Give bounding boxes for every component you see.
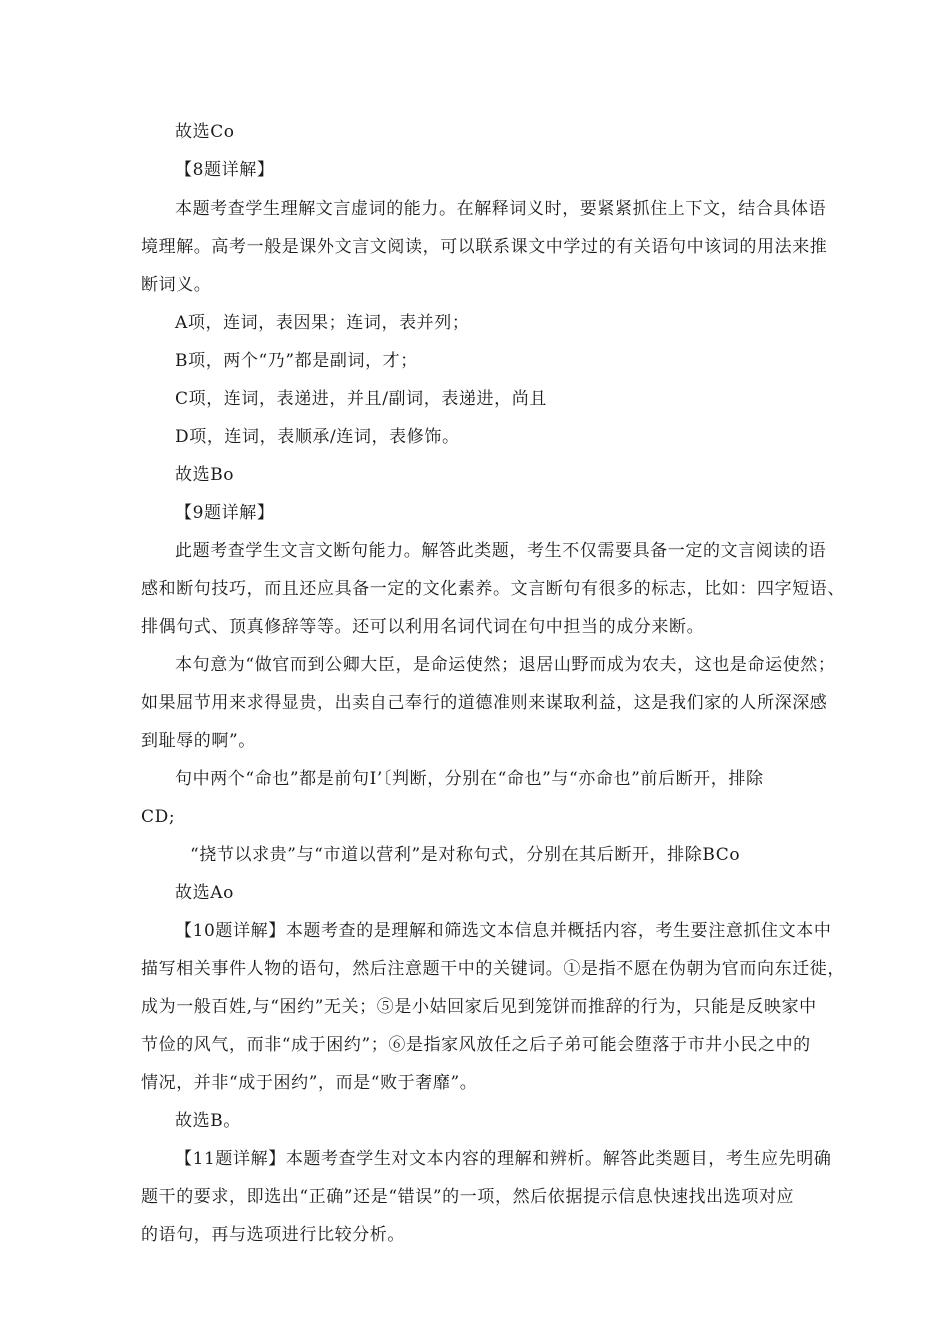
paragraph-line: 本句意为“做官而到公卿大臣，是命运使然；退居山野而成为农夫，这也是命运使然； [175,655,836,675]
answer-line-7: 故选Co [175,122,235,142]
paragraph-line: 节俭的风气，而非“成于困约”；⑥是指家风放任之后子弟可能会堕落于市井小民之中的 [141,1035,811,1055]
answer-line-8: 故选Bo [175,465,235,485]
paragraph-line: 此题考查学生文言文断句能力。解答此类题，考生不仅需要具备一定的文言阅读的语 [175,541,827,561]
paragraph-line: “挠节以求贵”与“市道以营利”是对称句式，分别在其后断开，排除BCo [190,845,741,865]
option-a-line: A项，连词，表因果；连词，表并列； [175,313,470,333]
option-b-line: B项，两个“乃”都是副词，才； [175,351,418,371]
paragraph-line: 题干的要求，即选出“正确”还是“错误”的一项，然后依据提示信息快速找出选项对应 [141,1187,795,1207]
paragraph-line: 到耻辱的啊”。 [141,731,256,751]
paragraph-line: 感和断句技巧，而且还应具备一定的文化素养。文言断句有很多的标志，比如：四字短语、 [141,579,845,599]
paragraph-line: 成为一般百姓,与“困约”无关；⑤是小姑回家后见到笼饼而推辞的行为，只能是反映家中 [141,997,817,1017]
paragraph-line: 排偶句式、顶真修辞等等。还可以利用名词代词在句中担当的成分来断。 [141,617,705,637]
paragraph-line: 描写相关事件人物的语句，然后注意题干中的关键词。①是指不愿在伪朝为官而向东迁徙， [141,959,845,979]
section-heading-q9: 【9题详解】 [175,503,275,523]
paragraph-line: 断词义。 [141,275,212,295]
answer-line-9: 故选Ao [175,883,234,903]
paragraph-line: 句中两个“命也”都是前句I’〔判断，分别在“命也”与“亦命也”前后断开，排除 [175,769,764,789]
paragraph-line: 情况，并非“成于困约”，而是“败于奢靡”。 [141,1073,478,1093]
option-c-line: C项，连词，表递进，并且/副词，表递进，尚且 [175,389,547,409]
paragraph-line: 本题考查学生理解文言虚词的能力。在解释词义时，要紧紧抓住上下文，结合具体语 [175,199,827,219]
section-heading-q11: 【11题详解】本题考查学生对文本内容的理解和辨析。解答此类题目，考生应先明确 [175,1149,832,1169]
answer-line-10: 故选B。 [175,1111,241,1131]
section-heading-q8: 【8题详解】 [175,160,275,180]
section-heading-q10: 【10题详解】本题考查的是理解和筛选文本信息并概括内容，考生要注意抓住文本中 [175,921,832,941]
option-d-line: D项，连词，表顺承/连词，表修饰。 [175,427,460,447]
paragraph-line: 如果屈节用来求得显贵，出卖自己奉行的道德准则来谋取利益，这是我们家的人所深深感 [141,693,828,713]
paragraph-line: 的语句，再与选项进行比较分析。 [141,1225,405,1245]
paragraph-line: CD; [141,807,176,827]
paragraph-line: 境理解。高考一般是课外文言文阅读，可以联系课文中学过的有关语句中该词的用法来推 [141,237,828,257]
